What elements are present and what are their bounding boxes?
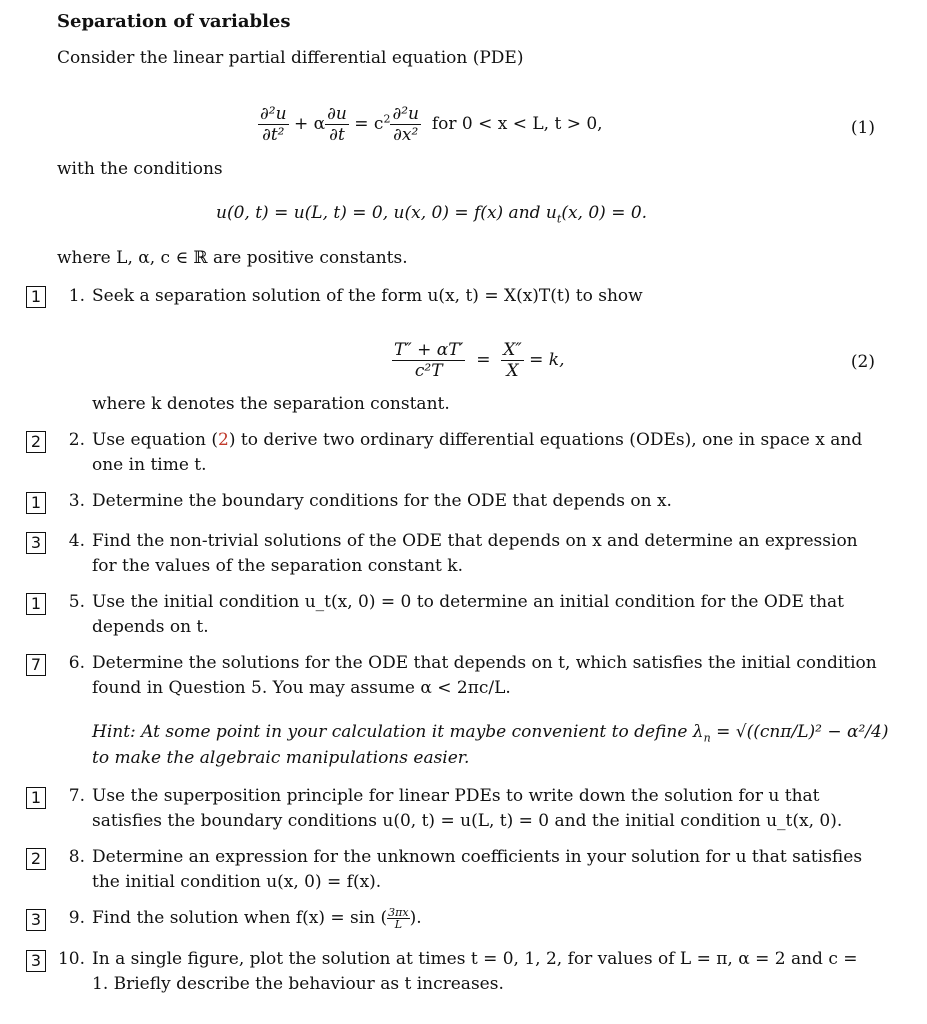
marks-box-q10: 3 <box>26 950 46 972</box>
q10-text: In a single figure, plot the solution at times t = 0, 1, 2, for values of L = π, α = 2 and c = 1. Briefly describe the behaviour as t increases. <box>92 949 858 994</box>
equation-number-2: (2) <box>850 352 875 372</box>
marks-box-q7: 1 <box>26 787 46 809</box>
separation-note: where k denotes the separation constant. <box>92 394 450 414</box>
q6-text: Determine the solutions for the ODE that depends on t, which satisfies the initial condition found in Question 5. You may assume α < 2πc/L. <box>92 653 877 698</box>
q8-text: Determine an expression for the unknown coefficients in your solution for u that satisfies the initial condition u(x, 0) = f(x). <box>92 847 863 892</box>
marks-box-q8: 2 <box>26 848 46 870</box>
q5-text: Use the initial condition u_t(x, 0) = 0 to determine an initial condition for the ODE that depends on t. <box>92 592 845 637</box>
conditions-line: u(0, t) = u(L, t) = 0, u(x, 0) = f(x) and $u_t(x$, 0) = 0. <box>216 203 648 226</box>
marks-box-q5: 1 <box>26 593 46 615</box>
q7-text: Use the superposition principle for linear PDEs to write down the solution for u that satisfies the boundary conditions u(0, t) = u(L, t) = 0 and the initial condition u_t(x, 0). <box>92 786 843 831</box>
pde-equation: $\frac{\text{∂²u}}{\text{∂t²}}$ + α $\frac{\partial u}{\partial t}$ = $c^2$ $\frac{\text{∂²u}}{\text{∂x²}}$ for 0 < x < L, t > 0, <box>260 104 603 145</box>
equation-number-1: (1) <box>850 118 875 138</box>
q10-number: 10. <box>57 949 85 969</box>
q1-text: Seek a separation solution of the form u(x, t) = X(x)T(t) to show <box>92 286 643 306</box>
q9-text: Find the solution when f(x) = sin ( $\frac{3\pi x}{L}$ ). <box>92 906 422 931</box>
hint-line-2: to make the algebraic manipulations easier. <box>92 748 470 768</box>
q4-number: 4. <box>68 531 85 551</box>
x-fraction: $\frac{X''}{X}$ <box>503 340 522 381</box>
q9-number: 9. <box>68 908 85 928</box>
q6-number: 6. <box>68 653 85 673</box>
separation-equation: $\frac{T'' + \alpha T'}{\text{c²T}}$ = $\frac{X''}{X}$ = k, <box>394 340 565 381</box>
equation-2-link[interactable]: 2 <box>218 430 229 450</box>
q4-text: Find the non-trivial solutions of the ODE that depends on x and determine an expression for the values of the separation constant k. <box>92 531 858 576</box>
q1-number: 1. <box>68 286 85 306</box>
eq2-tail: = k, <box>529 350 565 370</box>
d2u-dx2: $\frac{\text{∂²u}}{\text{∂x²}}$ <box>392 104 419 145</box>
q2-text: Use equation (2) to derive two ordinary differential equations (ODEs), one in space x and one in time t. <box>92 430 863 475</box>
marks-box-q9: 3 <box>26 909 46 931</box>
hint-line-1: Hint: At some point in your calculation it maybe convenient to define $\lambda_n = √((cn\pi/L)^2 - \alpha^2/4)$ <box>92 722 889 745</box>
intro-text: Consider the linear partial differential equation (PDE) <box>57 48 524 68</box>
marks-box-q1: 1 <box>26 286 46 308</box>
q7-number: 7. <box>68 786 85 806</box>
marks-box-q6: 7 <box>26 654 46 676</box>
t-fraction: $\frac{T'' + \alpha T'}{\text{c²T}}$ <box>394 340 464 381</box>
with-conditions: with the conditions <box>57 159 223 179</box>
equals-c: = c <box>354 114 384 134</box>
marks-box-q4: 3 <box>26 532 46 554</box>
q2-number: 2. <box>68 430 85 450</box>
q3-number: 3. <box>68 491 85 511</box>
marks-box-q3: 1 <box>26 492 46 514</box>
q8-number: 8. <box>68 847 85 867</box>
section-title: Separation of variables <box>57 11 291 32</box>
du-dt: $\frac{\partial u}{\partial t}$ <box>327 104 347 145</box>
q3-text: Determine the boundary conditions for the ODE that depends on x. <box>92 491 672 511</box>
domain-text: for 0 < x < L, t > 0, <box>431 114 603 134</box>
plus-alpha: + α <box>293 114 326 134</box>
d2u-dt2: $\frac{\text{∂²u}}{\text{∂t²}}$ <box>260 104 287 145</box>
constants-text: where L, α, c ∈ ℝ are positive constants. <box>57 248 408 268</box>
q5-number: 5. <box>68 592 85 612</box>
marks-box-q2: 2 <box>26 431 46 453</box>
sin-argument: $\frac{3\pi x}{L}$ <box>388 906 409 931</box>
